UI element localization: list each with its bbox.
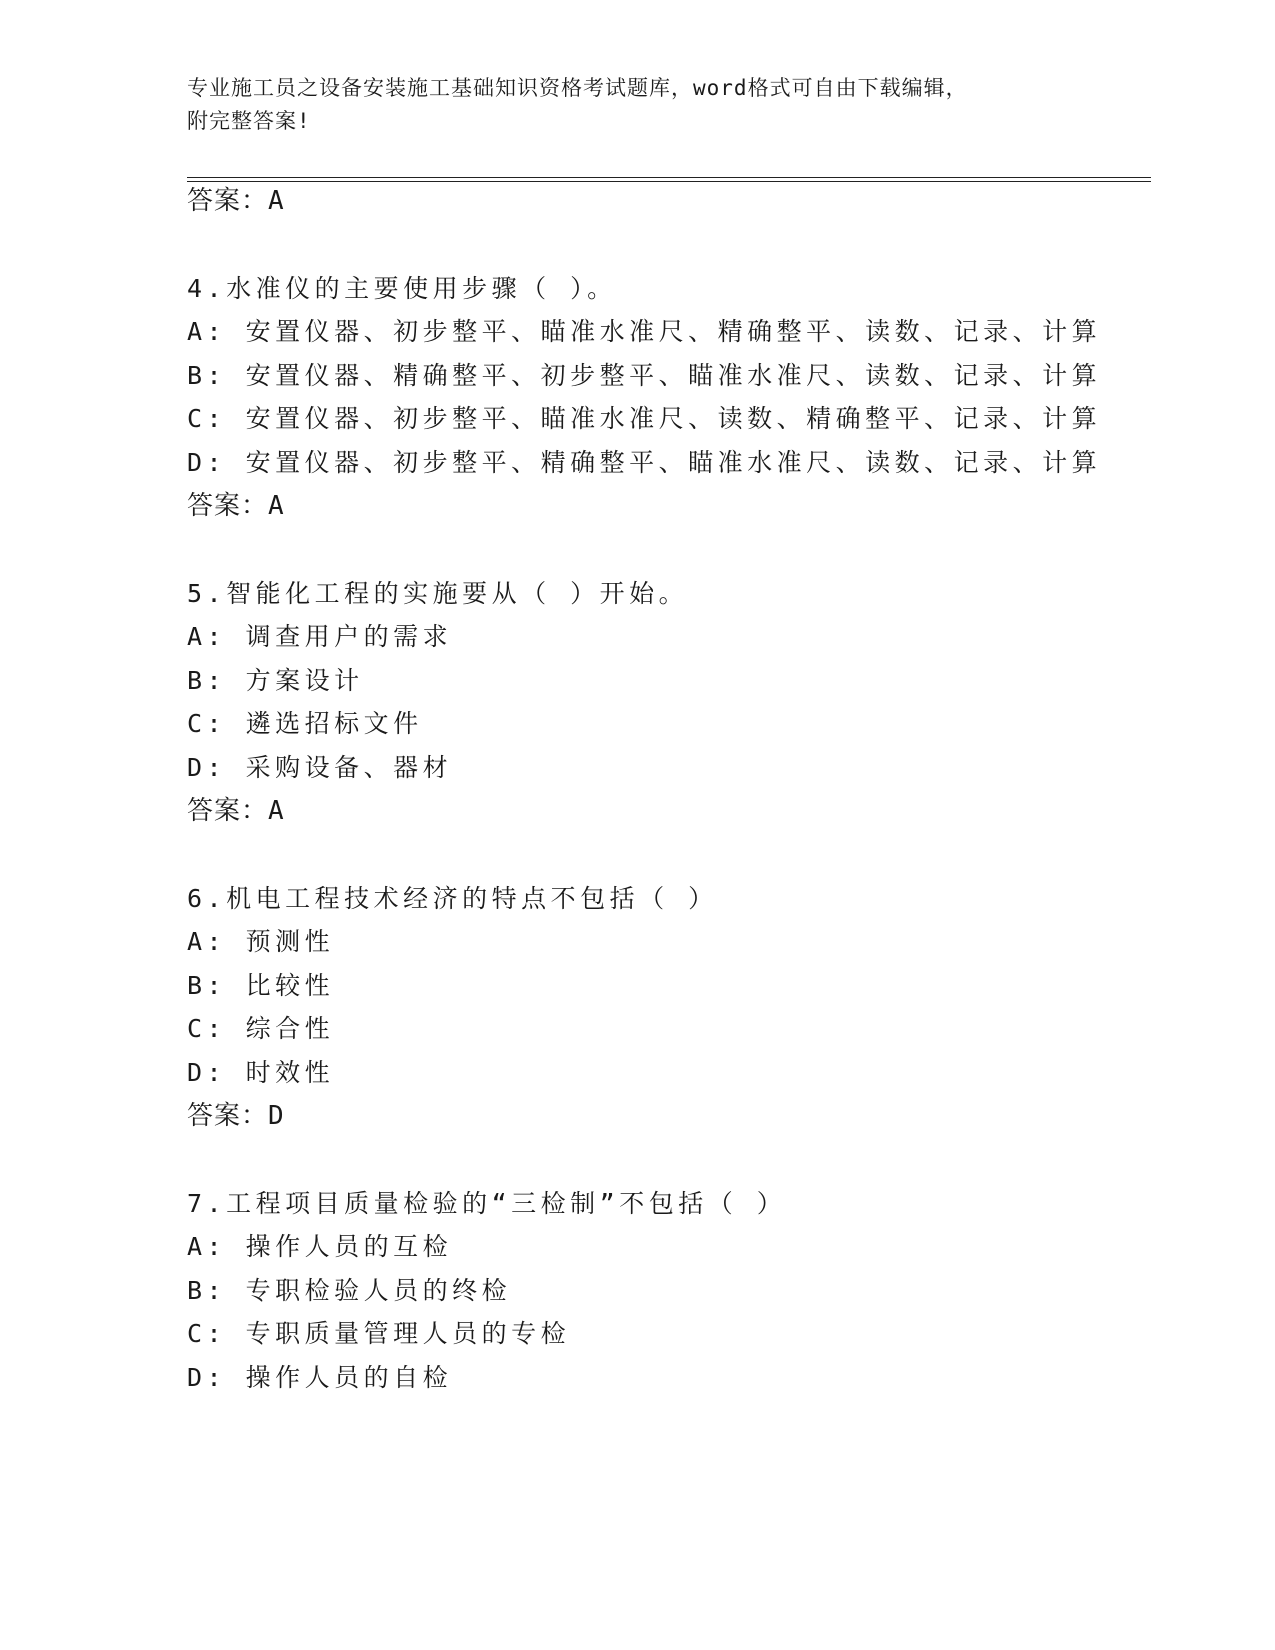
option-c: C: 安置仪器、初步整平、瞄准水准尺、读数、精确整平、记录、计算: [187, 404, 1102, 433]
option-d: D: 操作人员的自检: [187, 1363, 453, 1392]
answer-line: [187, 490, 285, 522]
option-a: A: 操作人员的互检: [187, 1232, 453, 1261]
option-d: D: 时效性: [187, 1058, 335, 1087]
option-c: C: 遴选招标文件: [187, 709, 423, 738]
option-a: A: 安置仪器、初步整平、瞄准水准尺、精确整平、读数、记录、计算: [187, 317, 1102, 346]
question-stem: 7.工程项目质量检验的“三检制”不包括（ ）: [187, 1189, 787, 1218]
option-b: B: 方案设计: [187, 666, 364, 695]
question-stem: 6.机电工程技术经济的特点不包括（ ）: [187, 884, 718, 913]
answer-value: A: [268, 796, 285, 826]
answer-label: 答案：: [187, 186, 269, 216]
question-stem: 4.水准仪的主要使用步骤（ ）。: [187, 274, 617, 303]
question-stem: 5.智能化工程的实施要从（ ）开始。: [187, 579, 689, 608]
header-divider-top: [187, 177, 1151, 178]
header-line-2: 附完整答案!: [187, 109, 311, 133]
option-d: D: 采购设备、器材: [187, 753, 453, 782]
answer-label: 答案：: [187, 491, 269, 521]
answer-line: [187, 795, 285, 827]
answer-line: [187, 185, 285, 217]
document-header: [187, 72, 1067, 138]
answer-line: [187, 1100, 285, 1132]
header-divider-bottom: [187, 181, 1151, 182]
option-a: A: 调查用户的需求: [187, 622, 453, 651]
header-line-1: 专业施工员之设备安装施工基础知识资格考试题库，word格式可自由下载编辑，: [187, 76, 968, 100]
option-c: C: 专职质量管理人员的专检: [187, 1319, 571, 1348]
answer-value: A: [268, 491, 285, 521]
answer-label: 答案：: [187, 796, 269, 826]
option-b: B: 安置仪器、精确整平、初步整平、瞄准水准尺、读数、记录、计算: [187, 361, 1102, 390]
option-b: B: 比较性: [187, 971, 335, 1000]
option-c: C: 综合性: [187, 1014, 335, 1043]
answer-value: A: [268, 186, 285, 216]
answer-value: D: [268, 1101, 285, 1131]
answer-label: 答案：: [187, 1101, 269, 1131]
option-b: B: 专职检验人员的终检: [187, 1276, 512, 1305]
option-a: A: 预测性: [187, 927, 335, 956]
option-d: D: 安置仪器、初步整平、精确整平、瞄准水准尺、读数、记录、计算: [187, 448, 1102, 477]
